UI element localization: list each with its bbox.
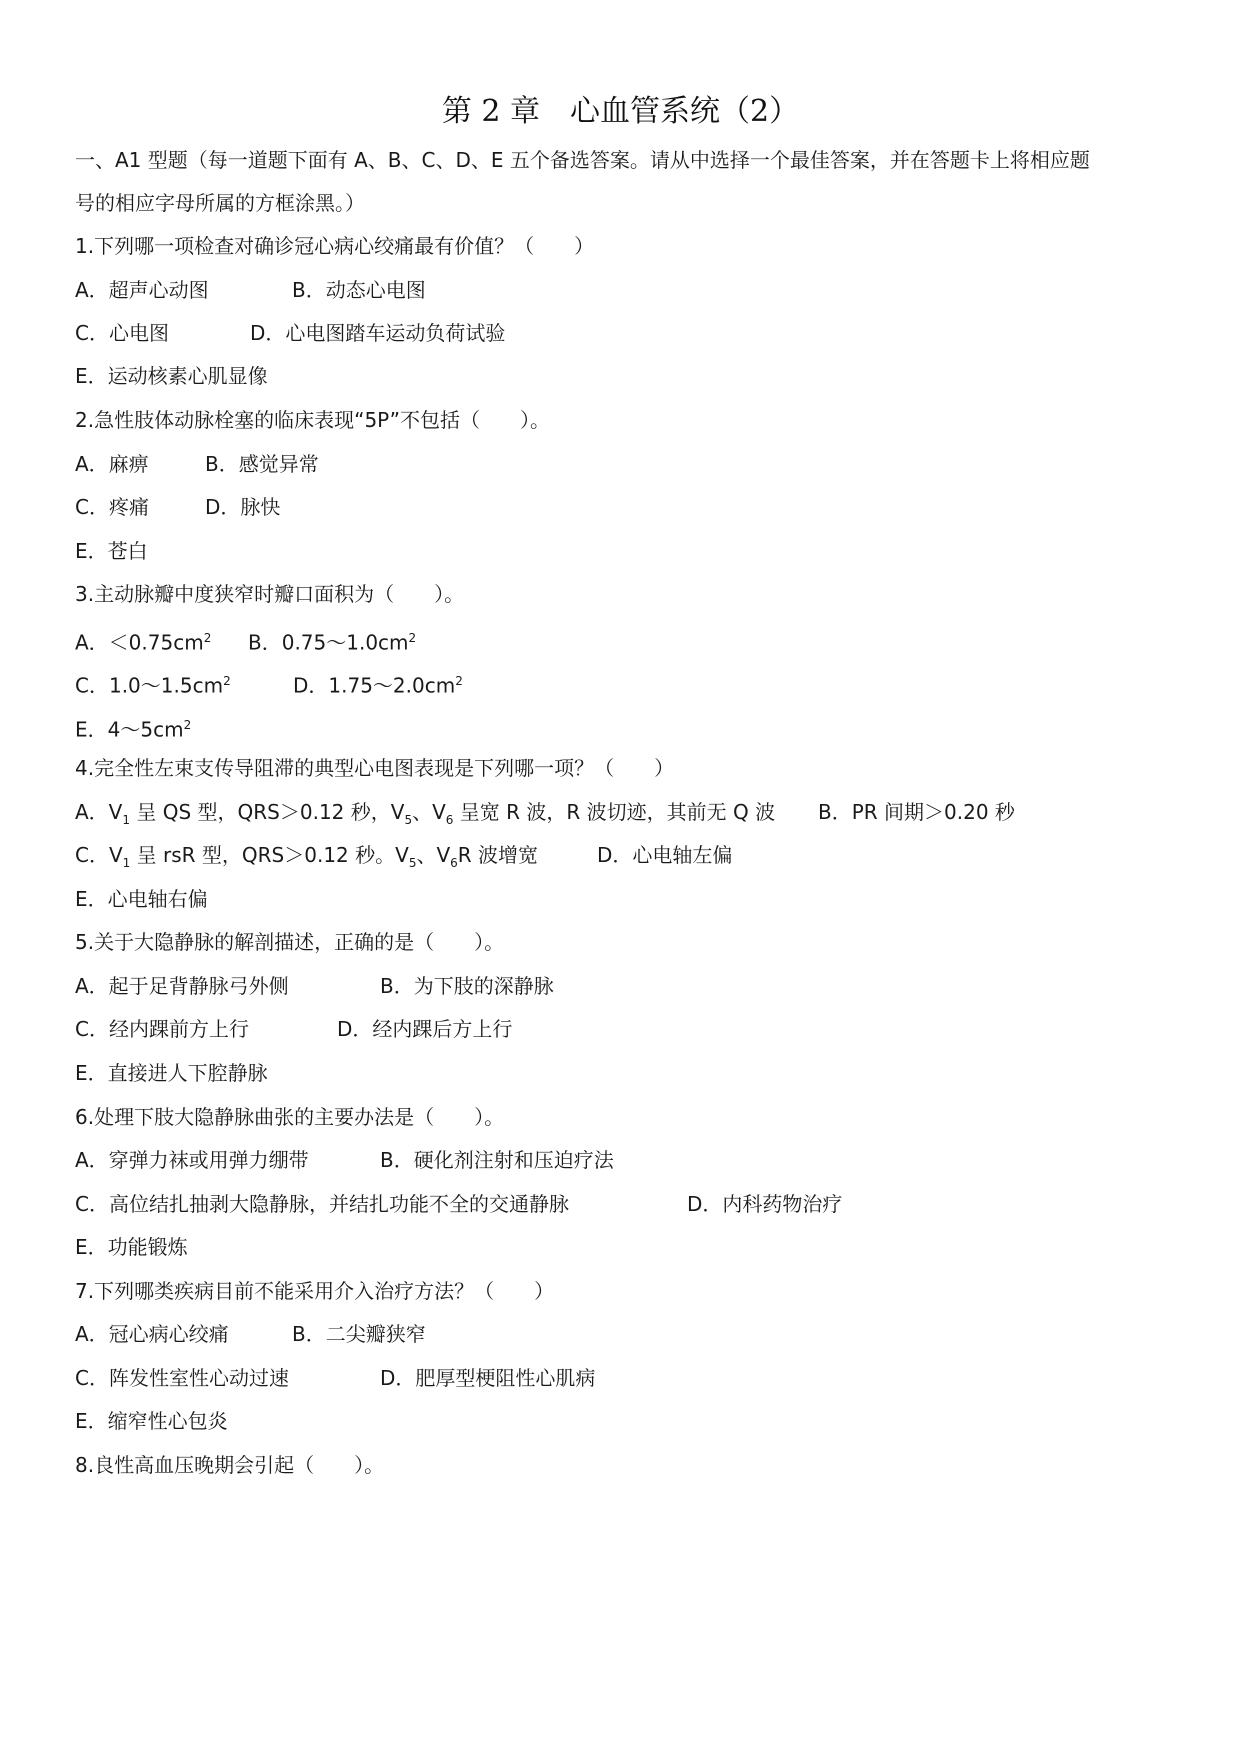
- question-1-option-e: E．运动核素心肌显像: [75, 364, 268, 388]
- option-a: A．$V_1$ 呈 QS 型，QRS＞0.12 秒，$V_5$、$V_6$ 呈宽 R 波，R 波切迹，其前无 Q 波: [75, 800, 776, 827]
- option-d: D．$1.75\sim 2.0cm^2$: [293, 673, 463, 698]
- option-c: C．阵发性室性心动过速: [75, 1366, 289, 1390]
- question-6-option-e: E．功能锻炼: [75, 1235, 188, 1259]
- option-b: B．二尖瓣狭窄: [292, 1322, 426, 1346]
- option-c: C．心电图: [75, 321, 169, 345]
- option-b: B．PR 间期＞0.20 秒: [818, 800, 1015, 824]
- instruction-line-2: 号的相应字母所属的方框涂黑。）: [75, 191, 365, 215]
- instruction-line-1: 一、A1 型题（每一道题下面有 A、B、C、D、E 五个备选答案。请从中选择一个最佳答案，并在答题卡上将相应题: [75, 148, 1090, 172]
- question-3-option-e: E．$4\sim 5cm^2$: [75, 717, 192, 742]
- chapter-title: 第 2 章 心血管系统（2）: [441, 94, 800, 129]
- question-4-stem: 4.完全性左束支传导阻滞的典型心电图表现是下列哪一项？（ ）: [75, 756, 675, 780]
- option-b: B．$0.75\sim 1.0cm^2$: [248, 630, 417, 655]
- question-6-stem: 6.处理下肢大隐静脉曲张的主要办法是（ ）。: [75, 1105, 505, 1129]
- option-a: A．超声心动图: [75, 278, 209, 302]
- question-7-option-e: E．缩窄性心包炎: [75, 1409, 228, 1433]
- option-d: D．经内踝后方上行: [337, 1017, 513, 1041]
- option-a: A．冠心病心绞痛: [75, 1322, 229, 1346]
- option-d: D．肥厚型梗阻性心肌病: [380, 1366, 596, 1390]
- question-7-stem: 7.下列哪类疾病目前不能采用介入治疗方法？（ ）: [75, 1279, 555, 1303]
- question-1-stem: 1.下列哪一项检查对确诊冠心病心绞痛最有价值？（ ）: [75, 234, 595, 258]
- option-c: C．高位结扎抽剥大隐静脉，并结扎功能不全的交通静脉: [75, 1192, 569, 1216]
- option-d: D．脉快: [205, 495, 281, 519]
- option-c: C．疼痛: [75, 495, 149, 519]
- option-a: A．起于足背静脉弓外侧: [75, 974, 289, 998]
- option-c: C．经内踝前方上行: [75, 1017, 249, 1041]
- question-8-stem: 8.良性高血压晚期会引起（ ）。: [75, 1453, 385, 1477]
- question-2-stem: 2.急性肢体动脉栓塞的临床表现“5P”不包括（ ）。: [75, 408, 550, 432]
- option-a: A．$<0.75cm^2$: [75, 630, 212, 655]
- question-3-stem: 3.主动脉瓣中度狭窄时瓣口面积为（ ）。: [75, 582, 465, 606]
- option-c: C．$1.0\sim 1.5cm^2$: [75, 673, 231, 698]
- option-b: B．硬化剂注射和压迫疗法: [380, 1148, 614, 1172]
- option-a: A．麻痹: [75, 452, 149, 476]
- option-d: D．心电轴左偏: [597, 843, 733, 867]
- option-c: C．$V_1$ 呈 rsR 型，QRS＞0.12 秒。$V_5$、$V_6R$ 波增宽: [75, 843, 539, 870]
- question-2-option-e: E．苍白: [75, 539, 148, 563]
- option-b: B．动态心电图: [292, 278, 426, 302]
- question-5-option-e: E．直接进人下腔静脉: [75, 1061, 268, 1085]
- option-d: D．内科药物治疗: [687, 1192, 843, 1216]
- question-4-option-e: E．心电轴右偏: [75, 887, 208, 911]
- option-b: B．为下肢的深静脉: [380, 974, 554, 998]
- option-a: A．穿弹力袜或用弹力绷带: [75, 1148, 309, 1172]
- option-b: B．感觉异常: [205, 452, 319, 476]
- question-5-stem: 5.关于大隐静脉的解剖描述，正确的是（ ）。: [75, 930, 505, 954]
- option-d: D．心电图踏车运动负荷试验: [250, 321, 506, 345]
